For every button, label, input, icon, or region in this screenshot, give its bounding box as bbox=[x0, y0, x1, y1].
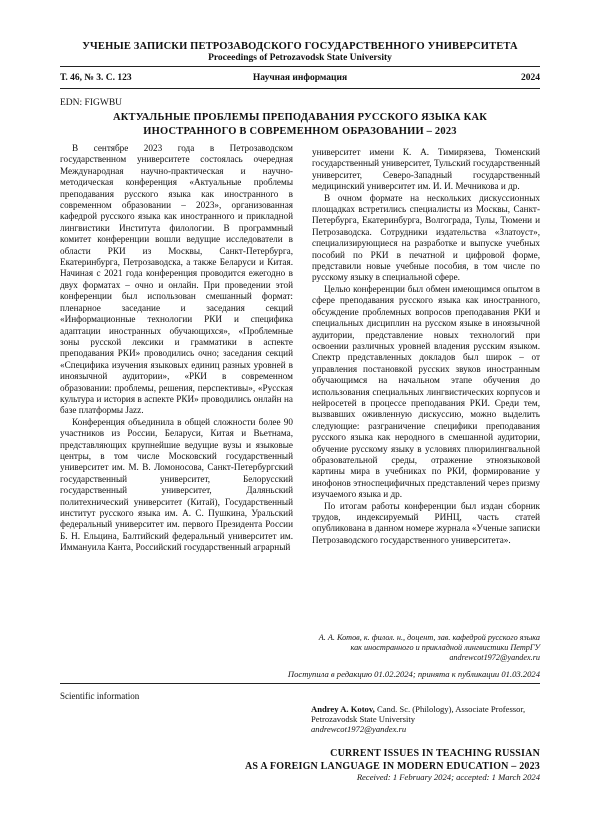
received-date-en: Received: 1 February 2024; accepted: 1 March 2024 bbox=[356, 772, 540, 782]
english-section: Scientific information bbox=[60, 691, 140, 701]
journal-subtitle: Proceedings of Petrozavodsk State University bbox=[208, 53, 392, 63]
section-name: Научная информация bbox=[252, 73, 348, 83]
header-divider bbox=[60, 66, 540, 67]
issue-year: 2024 bbox=[521, 73, 540, 83]
right-column bbox=[312, 147, 540, 546]
paragraph: В очном формате на нескольких дискуссионных площадках встретились специалисты из Москвы, Санкт-Петербурга, Екатеринбурга, Волгограда, Тулы, Тюмени и Петрозаводска. Сотрудники издательства «Златоуст», специализирующиеся на разработке и выпуске учебных пособий по РКИ в печатной и цифровой форме, представили новые учебные пособия, в том числе по русскому языку в специальной сфере. bbox=[312, 192, 540, 283]
author-email: andrewcot1972@yandex.ru bbox=[311, 724, 407, 734]
footer-divider bbox=[60, 683, 540, 684]
received-date-ru: Поступила в редакцию 01.02.2024; принята к публикации 01.03.2024 bbox=[287, 669, 540, 679]
subheader-divider bbox=[60, 88, 540, 89]
issue-info: Т. 46, № 3. С. 123 bbox=[60, 73, 132, 83]
author-degree: Cand. Sc. (Philology), Associate Professor, bbox=[376, 704, 526, 714]
author-line bbox=[311, 704, 546, 714]
signature-line-1: А. А. Котов, к. филол. н., доцент, зав. кафедрой русского языка bbox=[318, 633, 540, 642]
author-name: Andrey A. Kotov, bbox=[311, 704, 375, 714]
signature-email: andrewcot1972@yandex.ru bbox=[449, 653, 540, 662]
english-author-block bbox=[311, 704, 546, 734]
paragraph: Целью конференции был обмен имеющимся опытом в сфере преподавания русского языка как иностранного, обсуждение проблемных вопросов преподавания РКИ и специальных дисциплин на русском языке в иноязычной аудитории, представление новых технологий при освоении различных уровней владения русским языком. Спектр представленных докладов был широк – от управления постановкой русских звуков иностранным обучающимся на начальном этапе обучения до использования специальных лингвистических корпусов и нейросетей в процессе преподавания РКИ. Среди тем, вызвавших оживленную дискуссию, можно выделить следующие: разграничение специфики преподавания русского языка как неродного в смешанной аудитории, обучение русскому языку в условиях плюрилингвальной образовательной среды, отражение этноязыковой картины мира в учебниках по РКИ, формирование у инофонов этноспецифичных представлений через призму изучаемого языка и др. bbox=[312, 283, 540, 500]
article-title bbox=[60, 111, 540, 139]
author-affiliation: Petrozavodsk State University bbox=[311, 714, 416, 724]
paragraph: По итогам работы конференции был издан сборник трудов, индексируемый РИНЦ, часть статей опубликована в данном номере журнала «Ученые записки Петрозаводского государственного университета». bbox=[312, 500, 540, 545]
english-title-line-1: CURRENT ISSUES IN TEACHING RUSSIAN bbox=[330, 748, 540, 759]
journal-title: УЧЕНЫЕ ЗАПИСКИ ПЕТРОЗАВОДСКОГО ГОСУДАРСТВЕННОГО УНИВЕРСИТЕТА bbox=[82, 41, 518, 52]
signature-line-2: как иностранного и прикладной лингвистики ПетрГУ bbox=[350, 643, 540, 652]
article-title-line-2: ИНОСТРАННОГО В СОВРЕМЕННОМ ОБРАЗОВАНИИ – 2023 bbox=[143, 126, 457, 137]
english-title bbox=[120, 748, 540, 773]
article-title-line-1: АКТУАЛЬНЫЕ ПРОБЛЕМЫ ПРЕПОДАВАНИЯ РУССКОГО ЯЗЫКА КАК bbox=[112, 112, 488, 123]
paragraph: Конференция объединила в общей сложности более 90 участников из России, Беларуси, Китая и Вьетнама, представляющих крупнейшие ведущие вузы и языковые центры, в том числе Московский государственный университет им. М. В. Ломоносова, Санкт-Петербургский государственный университет, Белорусский государственный университет, Даляньский политехнический университет (Китай), Государственный институт русского языка им. А. С. Пушкина, Уральский федеральный университет им. первого Президента России Б. Н. Ельцина, Балтийский федеральный университет им. Иммануила Канта, Российский государственный аграрный bbox=[60, 416, 293, 553]
english-title-line-2: AS A FOREIGN LANGUAGE IN MODERN EDUCATION – 2023 bbox=[245, 760, 540, 772]
left-column bbox=[60, 143, 293, 554]
author-signature bbox=[230, 633, 540, 663]
paragraph: университет имени К. А. Тимирязева, Тюменский государственный университет, Тульский государственный университет, Северо-Западный государственный медицинский университет им. И. И. Мечникова и др. bbox=[312, 147, 540, 192]
paragraph: В сентябре 2023 года в Петрозаводском государственном университете состоялась очередная Международная научно-практическая и научно-методическая конференция «Актуальные проблемы преподавания русского языка как иностранного в современном образовании – 2023», организованная кафедрой русского языка как иностранного и прикладной лингвистики Института филологии. В программный комитет конференции вошли ведущие исследователи в области РКИ из Москвы, Санкт-Петербурга, Екатеринбурга, Петрозаводска, а также Беларуси и Китая. Начиная с 2021 года конференция проводится ежегодно в двух форматах – очно и онлайн. При проведении этой конференции был использован смешанный формат: пленарное заседание и заседания секций «Информационные технологии РКИ и специфика адаптации иностранных обучающихся», «Проблемные зоны русской лексики и грамматики в аспекте преподавания РКИ» проводились очно; заседания секций «Специфика изучения языковых единиц разных уровней в иноязычной аудитории», «РКИ в современном образовании: проблемы, решения, перспективы», «Русская культура и история в аспекте РКИ» проводились онлайн на базе платформы Jazz. bbox=[60, 143, 293, 416]
edn-code: EDN: FIGWBU bbox=[60, 98, 123, 108]
